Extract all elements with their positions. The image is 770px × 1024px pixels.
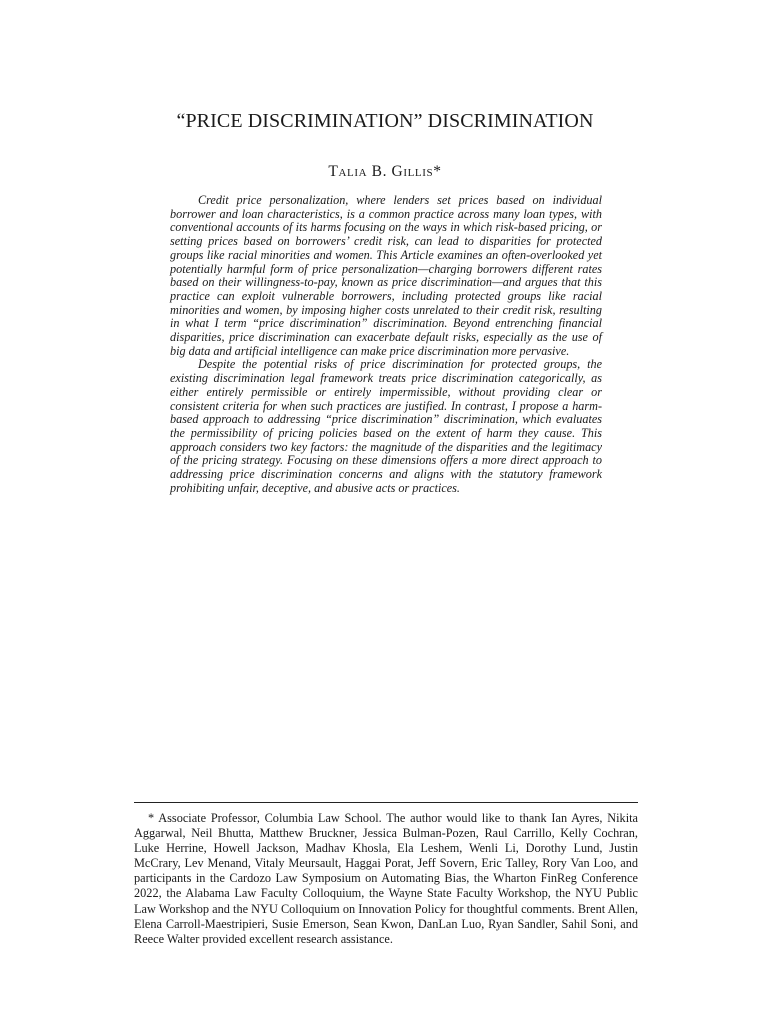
author-name: Talia B. Gillis* [328, 163, 442, 180]
abstract [170, 194, 602, 495]
abstract-paragraph: Credit price personalization, where lenders set prices based on individual borrower and loan characteristics, is a common practice across many loan types, with conventional accounts of its harms focusing on the ways in which risk-based pricing, or setting prices based on borrowers’ credit risk, can lead to disparities for protected groups like racial minorities and women. This Article examines an often-overlooked yet potentially harmful form of price personalization—charging borrowers different rates based on their willingness-to-pay, known as price discrimination—and argues that this practice can exploit vulnerable borrowers, including protected groups like racial minorities and women, by imposing higher costs unrelated to their credit risk, resulting in what I term “price discrimination” discrimination. Beyond entrenching financial disparities, price discrimination can exacerbate default risks, especially as the use of big data and artificial intelligence can make price discrimination more pervasive. [170, 193, 602, 358]
footnote-marker: * [148, 811, 155, 825]
footnote-separator [134, 802, 638, 803]
footnote-text: Associate Professor, Columbia Law School. The author would like to thank Ian Ayres, Nikita Aggarwal, Neil Bhutta, Matthew Bruckner, Jessica Bulman-Pozen, Raul Carrillo, Kelly Cochran, Luke Herrine, Howell Jackson, Madhav Khosla, Ela Leshem, Wenli Li, Dorothy Lund, Justin McCrary, Lev Menand, Vitaly Meursault, Haggai Porat, Jeff Sovern, Eric Talley, Rory Van Loo, and participants in the Cardozo Law Symposium on Automating Bias, the Wharton FinReg Conference 2022, the Alabama Law Faculty Colloquium, the Wayne State Faculty Workshop, the NYU Public Law Workshop and the NYU Colloquium on Innovation Policy for thoughtful comments. Brent Allen, Elena Carroll-Maestripieri, Susie Emerson, Sean Kwon, DanLan Luo, Ryan Sandler, Sahil Soni, and Reece Walter provided excellent research assistance. [134, 811, 638, 946]
article-title: “PRICE DISCRIMINATION” DISCRIMINATION [176, 110, 594, 132]
abstract-paragraph: Despite the potential risks of price discrimination for protected groups, the existing discrimination legal framework treats price discrimination categorically, as either entirely permissible or entirely impermissible, without providing clear or consistent criteria for when such practices are justified. In contrast, I propose a harm-based approach to addressing “price discrimination” discrimination, which evaluates the permissibility of pricing policies based on the extent of harm they cause. This approach considers two key factors: the magnitude of the disparities and the legitimacy of the pricing strategy. Focusing on these dimensions offers a more direct approach to addressing price discrimination concerns and aligns with the statutory framework prohibiting unfair, deceptive, and abusive acts or practices. [170, 357, 602, 495]
footnote [134, 811, 638, 947]
